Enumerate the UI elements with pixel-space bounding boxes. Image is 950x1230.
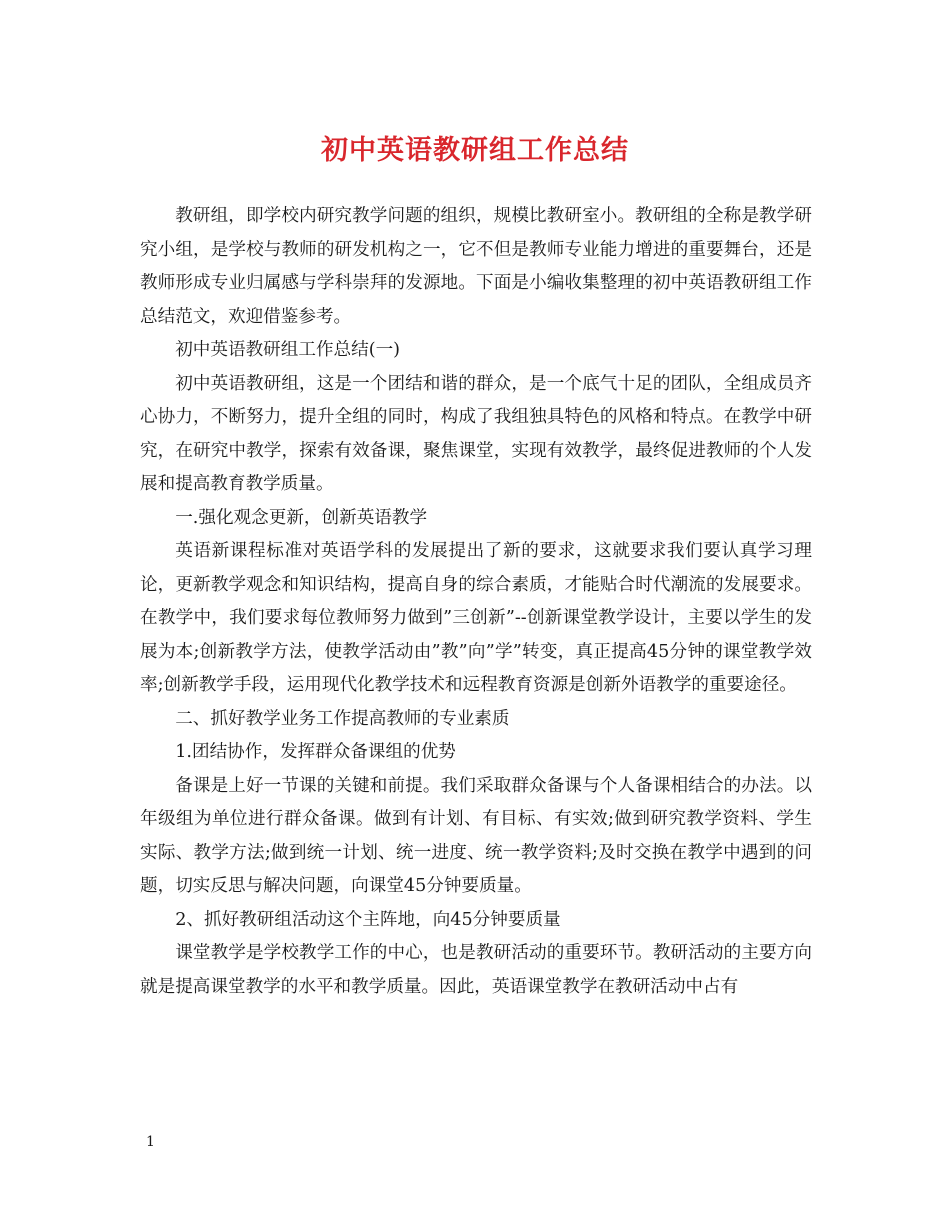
section-heading: 初中英语教研组工作总结(一): [175, 340, 401, 360]
section-heading: 二、抓好教学业务工作提高教师的专业素质: [175, 708, 510, 729]
paragraph: 英语新课程标准对英语学科的发展提出了新的要求，这就要求我们要认真学习理论，更新教学观念和知识结构，提高自身的综合素质，才能贴合时代潮流的发展要求。在教学中，我们要求每位教师努力做到”三创新”--创新课堂教学设计，主要以学生的发展为本;创新教学方法，使教学活动由”教”向”学”转变，真正提高45分钟的课堂教学效率;创新教学手段，运用现代化教学技术和远程教育资源是创新外语教学的重要途径。: [140, 541, 812, 695]
section-heading: 一.强化观念更新，创新英语教学: [175, 507, 428, 528]
paragraph: 备课是上好一节课的关键和前提。我们采取群众备课与个人备课相结合的办法。以年级组为单位进行群众备课。做到有计划、有目标、有实效;做到研究教学资料、学生实际、教学方法;做到统一计划、统一进度、统一教学资料;及时交换在教学中遇到的问题，切实反思与解决问题，向课堂45分钟要质量。: [140, 775, 812, 896]
subsection-heading: 2、抓好教研组活动这个主阵地，向45分钟要质量: [175, 909, 561, 930]
paragraph: 课堂教学是学校教学工作的中心，也是教研活动的重要环节。教研活动的主要方向就是提高课堂教学的水平和教学质量。因此，英语课堂教学在教研活动中占有: [140, 943, 812, 997]
paragraph-intro: 教研组，即学校内研究教学问题的组织，规模比教研室小。教研组的全称是教学研究小组，是学校与教师的研发机构之一，它不但是教师专业能力增进的重要舞台，还是教师形成专业归属感与学科崇拜的发源地。下面是小编收集整理的初中英语教研组工作总结范文，欢迎借鉴参考。: [140, 206, 812, 327]
page-number: 1: [146, 1134, 155, 1150]
document-body: [140, 200, 812, 1004]
paragraph: 初中英语教研组，这是一个团结和谐的群众，是一个底气十足的团队，全组成员齐心协力，不断努力，提升全组的同时，构成了我组独具特色的风格和特点。在教学中研究，在研究中教学，探索有效备课，聚焦课堂，实现有效教学，最终促进教师的个人发展和提高教育教学质量。: [140, 373, 812, 494]
subsection-heading: 1.团结协作，发挥群众备课组的优势: [175, 742, 456, 762]
document-title: 初中英语教研组工作总结: [321, 135, 629, 166]
